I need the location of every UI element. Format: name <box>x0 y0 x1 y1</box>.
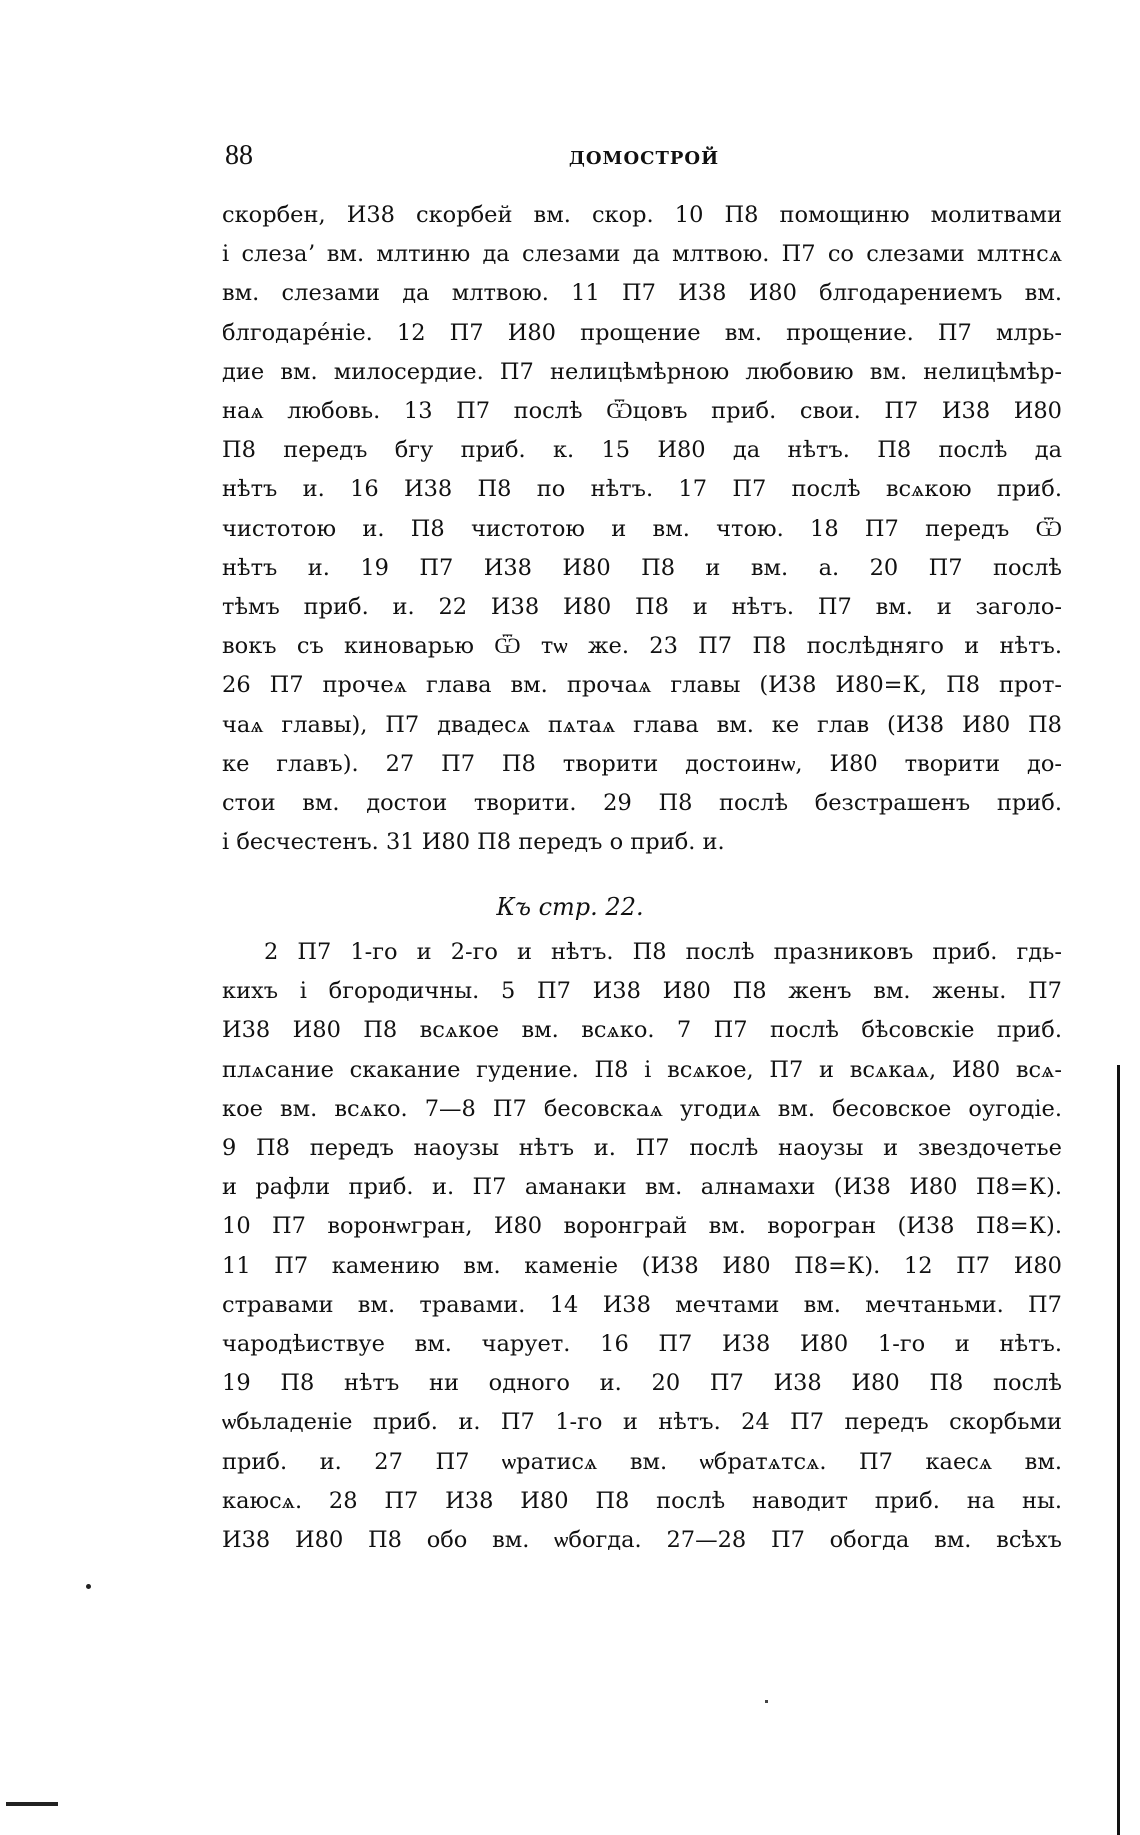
text-line: дие вм. милосердие. П7 нелицѣмѣрною любовию вм. нелицѣмѣр- <box>222 358 1062 385</box>
text-line: нѣтъ и. 16 И38 П8 по нѣтъ. 17 П7 послѣ всѧкою приб. <box>222 476 1062 503</box>
margin-rule <box>1117 1065 1120 1835</box>
text-line: 9 П8 передъ наоузы нѣтъ и. П7 послѣ наоузы и звездочетье <box>222 1135 1062 1162</box>
text-line: кихъ і бгородичны. 5 П7 И38 И80 П8 женъ вм. жены. П7 <box>222 978 1062 1005</box>
text-line: 2 П7 1-го и 2-го и нѣтъ. П8 послѣ празниковъ приб. гдь- <box>264 939 1062 965</box>
text-line: каюсѧ. 28 П7 И38 И80 П8 послѣ наводит приб. на ны. <box>222 1487 1062 1514</box>
text-line: плѧсание скакание гудение. П8 і всѧкое, П7 и всѧкаѧ, И80 всѧ- <box>222 1056 1062 1083</box>
text-line: И38 И80 П8 всѧкое вм. всѧко. 7 П7 послѣ бѣсовскіе приб. <box>222 1017 1062 1044</box>
text-line: 19 П8 нѣтъ ни одного и. 20 П7 И38 И80 П8 послѣ <box>222 1370 1062 1397</box>
text-line: ке главъ). 27 П7 П8 творити достоинѡ, И80 творити до- <box>222 750 1062 777</box>
variants-paragraph-2 <box>222 933 1062 1560</box>
section-heading: Къ стр. 22. <box>496 893 644 921</box>
text-line: наѧ любовь. 13 П7 послѣ Ѿцовъ приб. свои. П7 И38 И80 <box>222 398 1062 425</box>
text-line: чародѣиствуе вм. чарует. 16 П7 И38 И80 1-го и нѣтъ. <box>222 1331 1062 1358</box>
scan-speck <box>765 1700 768 1703</box>
text-line: стои вм. достои творити. 29 П8 послѣ безстрашенъ приб. <box>222 790 1062 817</box>
text-line: 26 П7 прочеѧ глава вм. прочаѧ главы (И38 И80=К, П8 прот- <box>222 672 1062 699</box>
text-line: блгодарéніе. 12 П7 И80 прощение вм. прощение. П7 млрь- <box>222 319 1062 346</box>
text-line: вокъ съ киноварью Ѿ тѡ же. 23 П7 П8 послѣдняго и нѣтъ. <box>222 633 1062 660</box>
text-line: вм. слезами да млтвою. 11 П7 И38 И80 блгодарениемъ вм. <box>222 280 1062 307</box>
text-line: тѣмъ приб. и. 22 И38 И80 П8 и нѣтъ. П7 вм. и заголо- <box>222 594 1062 621</box>
text-line: нѣтъ и. 19 П7 И38 И80 П8 и вм. а. 20 П7 послѣ <box>222 554 1062 581</box>
text-line: кое вм. всѧко. 7—8 П7 бесовскаѧ угодиѧ вм. бесовское оугодіе. <box>222 1095 1062 1122</box>
text-line: приб. и. 27 П7 ѡратисѧ вм. ѡбратѧтсѧ. П7 каесѧ вм. <box>222 1448 1062 1475</box>
page-header <box>225 140 1063 180</box>
page-number: 88 <box>225 140 253 171</box>
text-line: 11 П7 камению вм. каменіе (И38 И80 П8=К). 12 П7 И80 <box>222 1252 1062 1279</box>
text-line: чистотою и. П8 чистотою и вм. чтою. 18 П7 передъ Ѿ <box>222 515 1062 542</box>
text-line: П8 передъ бгу приб. к. 15 И80 да нѣтъ. П8 послѣ да <box>222 437 1062 464</box>
scan-speck <box>86 1584 91 1589</box>
text-line: і бесчестенъ. 31 И80 П8 передъ о приб. и. <box>222 829 725 856</box>
text-line: чаѧ главы), П7 двадесѧ пѧтаѧ глава вм. ке глав (И38 И80 П8 <box>222 711 1062 738</box>
text-line: И38 И80 П8 обо вм. ѡбогда. 27—28 П7 обогда вм. всѣхъ <box>222 1527 1062 1554</box>
text-line: скорбен, И38 скорбей вм. скор. 10 П8 помощиню молитвами <box>222 202 1062 228</box>
text-line: 10 П7 воронѡгран, И80 воронграй вм. ворогран (И38 П8=К). <box>222 1213 1062 1240</box>
text-line: і слезаʼ вм. млтиню да слезами да млтвою. П7 со слезами млтнсѧ <box>222 241 1062 268</box>
text-line: стравами вм. травами. 14 И38 мечтами вм. мечтаньми. П7 <box>222 1291 1062 1318</box>
running-title: ДОМОСТРОЙ <box>568 148 720 169</box>
text-line: и рафли приб. и. П7 аманаки вм. алнамахи (И38 И80 П8=К). <box>222 1174 1062 1201</box>
scan-dash-mark <box>6 1802 58 1806</box>
text-line: ѡбьладеніе приб. и. П7 1-го и нѣтъ. 24 П7 передъ скорбьми <box>222 1409 1062 1436</box>
variants-paragraph-1 <box>222 196 1062 862</box>
